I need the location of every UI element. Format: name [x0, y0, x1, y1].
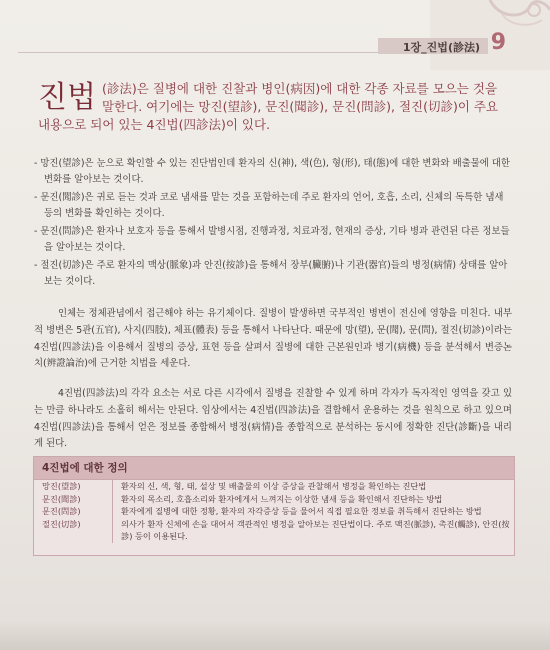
chapter-title: 1장_진법(診法) — [402, 41, 480, 54]
intro-paragraph — [38, 80, 508, 134]
definition-row — [34, 518, 514, 543]
intro-text: (診法)은 질병에 대한 진찰과 병인(病因)에 대한 각종 자료를 모으는 것을 말한다. 여기에는 망진(望診), 문진(聞診), 문진(問診), 절진(切診)이 주요 내용으로 되어 있는 4진법(四診法)이 있다. — [38, 81, 499, 132]
body-paragraph-2: 4진법(四診法)의 각각 요소는 서로 다른 시각에서 질병을 진찰할 수 있게 하며 각자가 독자적인 영역을 갖고 있는 만큼 하나라도 소홀히 해서는 안된다. 임상에서는 4진법(四診法)을 결합해서 운용하는 것을 원칙으로 하고 있으며 4진법(四診法)을 통해서 얻은 정보를 종합해서 병정(病情)을 종합적으로 분석하는 동시에 정확한 진단(診斷)을 내리게 된다. — [34, 388, 512, 450]
definition-term: 망진(望診) — [34, 480, 113, 493]
page-number: 9 — [490, 30, 506, 55]
page-shadow — [0, 620, 550, 650]
definition-box-title: 4진법에 대한 정의 — [34, 457, 514, 480]
intro-heading: 진법 — [38, 80, 96, 115]
definition-term: 문진(問診) — [34, 505, 113, 518]
bullet-item-mangjin: - 망진(望診)은 눈으로 확인할 수 있는 진단법인데 환자의 신(神), 색(色), 형(形), 태(態)에 대한 변화와 배출물에 대한 변화를 알아보는 것이다. — [34, 156, 512, 188]
bullet-item-munjin-ask: - 문진(問診)은 환자나 보호자 등을 통해서 발병시점, 진행과정, 치료과정, 현재의 증상, 기타 병과 관련된 다른 정보들을 알아보는 것이다. — [34, 224, 512, 256]
bullet-item-munjin-listen: - 문진(聞診)은 귀로 듣는 것과 코로 냄새를 맡는 것을 포함하는데 주로 환자의 언어, 호흡, 소리, 신체의 독특한 냄새 등의 변화를 확인하는 것이다. — [34, 190, 512, 222]
diagnosis-bullet-list — [34, 156, 512, 292]
definition-desc: 의사가 환자 신체에 손을 대어서 객관적인 병정을 알아보는 진단법이다. 주로 맥진(脈診), 촉진(觸診), 안진(按診) 등이 이용된다. — [121, 518, 510, 541]
definition-row — [34, 493, 514, 506]
definition-box — [33, 456, 515, 556]
definition-table — [34, 480, 514, 543]
definition-desc: 환자의 목소리, 호흡소리와 환자에게서 느껴지는 이상한 냄새 등을 확인해서 진단하는 방법 — [121, 493, 443, 504]
definition-term: 문진(聞診) — [34, 493, 113, 506]
body-paragraph-1: 인체는 정체관념에서 접근해야 하는 유기체이다. 질병이 발생하면 국부적인 병변이 전신에 영향을 미친다. 내부적 병변은 5관(五官), 사지(四肢), 체표(體表) 등을 통해서 나타난다. 때문에 망(望), 문(聞), 문(問), 절진(切診)이라는 4진법(四診法)을 이용해서 질병의 증상, 표현 등을 살펴서 질병에 대한 근본원인과 병기(病機) 등을 분석해서 변증논치(辨證論治)에 근거한 치법을 세운다. — [34, 308, 512, 370]
definition-desc: 환자의 신, 색, 형, 태, 설상 및 배출물의 이상 증상을 관찰해서 병정을 확인하는 진단법 — [121, 481, 427, 491]
definition-desc: 환자에게 질병에 대한 정황, 환자의 자각증상 등을 물어서 직접 필요한 정보를 취득해서 진단하는 방법 — [121, 506, 482, 516]
definition-row — [34, 480, 514, 493]
definition-term: 절진(切診) — [34, 518, 113, 543]
bullet-item-jeoljin: - 절진(切診)은 주로 환자의 맥상(脈象)과 안진(按診)을 통해서 장부(臟腑)나 기관(器官)들의 병정(病情) 상태를 알아보는 것이다. — [34, 258, 512, 290]
running-header — [0, 32, 550, 58]
definition-row — [34, 505, 514, 518]
